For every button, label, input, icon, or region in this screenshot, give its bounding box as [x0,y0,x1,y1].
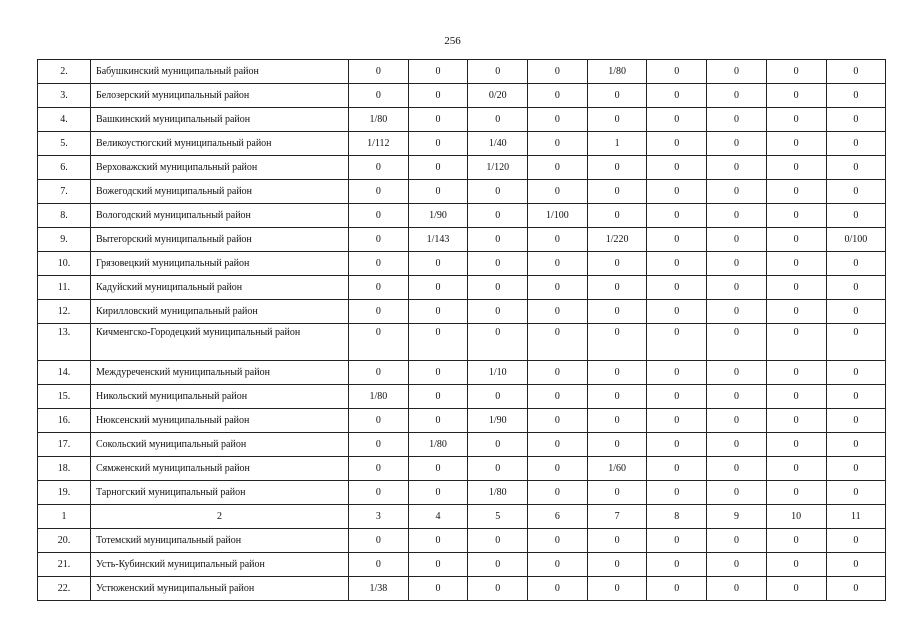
value-cell: 0 [349,228,409,252]
column-number-cell: 6 [528,505,588,529]
value-cell: 0 [408,385,468,409]
value-cell: 0 [647,433,707,457]
value-cell: 0 [349,324,409,361]
value-cell: 1 [587,132,647,156]
value-cell: 0 [408,84,468,108]
value-cell: 0 [647,361,707,385]
value-cell: 0 [707,481,767,505]
row-number-cell: 14. [38,361,91,385]
value-cell: 0 [349,553,409,577]
value-cell: 0 [587,252,647,276]
value-cell: 0 [826,457,886,481]
value-cell: 0 [528,577,588,601]
value-cell: 0 [528,300,588,324]
value-cell: 0 [826,529,886,553]
value-cell: 0 [468,577,528,601]
table-row [38,577,886,601]
row-number-cell: 7. [38,180,91,204]
district-name-cell: Сокольский муниципальный район [91,433,349,457]
value-cell: 0 [647,108,707,132]
value-cell: 0 [528,276,588,300]
value-cell: 0 [528,156,588,180]
row-number-cell: 18. [38,457,91,481]
value-cell: 0 [587,577,647,601]
value-cell: 0 [349,409,409,433]
value-cell: 0 [647,409,707,433]
value-cell: 0 [349,276,409,300]
row-number-cell: 5. [38,132,91,156]
district-name-cell: Вашкинский муниципальный район [91,108,349,132]
table-row [38,276,886,300]
column-number-cell: 5 [468,505,528,529]
value-cell: 0 [707,577,767,601]
column-number-cell: 11 [826,505,886,529]
value-cell: 0 [826,156,886,180]
value-cell: 1/38 [349,577,409,601]
value-cell: 1/40 [468,132,528,156]
value-cell: 0 [826,180,886,204]
value-cell: 0 [408,361,468,385]
column-number-cell: 2 [91,505,349,529]
row-number-cell: 4. [38,108,91,132]
district-name-cell: Усть-Кубинский муниципальный район [91,553,349,577]
column-number-cell: 8 [647,505,707,529]
value-cell: 0 [766,457,826,481]
district-name-cell: Тотемский муниципальный район [91,529,349,553]
value-cell: 0 [826,84,886,108]
row-number-cell: 15. [38,385,91,409]
value-cell: 0 [408,529,468,553]
table-row [38,409,886,433]
table-row [38,433,886,457]
value-cell: 0 [766,481,826,505]
district-name-cell: Кадуйский муниципальный район [91,276,349,300]
column-number-row [38,505,886,529]
value-cell: 0 [707,529,767,553]
table-row [38,156,886,180]
value-cell: 0 [468,60,528,84]
value-cell: 0 [826,60,886,84]
value-cell: 0 [468,228,528,252]
value-cell: 0 [587,324,647,361]
value-cell: 0 [826,132,886,156]
value-cell: 0 [349,481,409,505]
table-row [38,529,886,553]
value-cell: 0 [766,529,826,553]
value-cell: 0 [408,276,468,300]
table-row [38,481,886,505]
value-cell: 0 [468,553,528,577]
district-name-cell: Тарногский муниципальный район [91,481,349,505]
value-cell: 0 [766,300,826,324]
value-cell: 0 [766,108,826,132]
district-name-cell: Междуреченский муниципальный район [91,361,349,385]
value-cell: 0/100 [826,228,886,252]
value-cell: 0 [349,252,409,276]
value-cell: 0 [587,84,647,108]
district-name-cell: Кичменгско-Городецкий муниципальный район [91,324,349,361]
value-cell: 0 [349,204,409,228]
value-cell: 0 [349,156,409,180]
value-cell: 0 [408,132,468,156]
value-cell: 0 [349,433,409,457]
value-cell: 0 [468,300,528,324]
value-cell: 0 [766,409,826,433]
row-number-cell: 19. [38,481,91,505]
value-cell: 0 [707,84,767,108]
district-name-cell: Белозерский муниципальный район [91,84,349,108]
column-number-cell: 4 [408,505,468,529]
value-cell: 0 [707,228,767,252]
value-cell: 0 [528,108,588,132]
value-cell: 0 [528,457,588,481]
value-cell: 0 [826,204,886,228]
district-table [37,59,886,601]
value-cell: 1/80 [349,108,409,132]
value-cell: 0 [766,361,826,385]
table-row [38,108,886,132]
value-cell: 0 [408,252,468,276]
value-cell: 0 [647,180,707,204]
value-cell: 0 [707,156,767,180]
value-cell: 0 [408,108,468,132]
value-cell: 0 [826,300,886,324]
value-cell: 0 [826,361,886,385]
value-cell: 0 [587,108,647,132]
value-cell: 0 [647,529,707,553]
value-cell: 0 [826,276,886,300]
value-cell: 0 [408,324,468,361]
value-cell: 1/90 [408,204,468,228]
column-number-cell: 7 [587,505,647,529]
value-cell: 0 [707,132,767,156]
row-number-cell: 3. [38,84,91,108]
value-cell: 0 [349,457,409,481]
value-cell: 0 [528,481,588,505]
district-name-cell: Никольский муниципальный район [91,385,349,409]
value-cell: 0 [707,324,767,361]
value-cell: 0 [408,60,468,84]
value-cell: 0 [826,481,886,505]
value-cell: 0 [587,180,647,204]
value-cell: 1/120 [468,156,528,180]
value-cell: 1/112 [349,132,409,156]
value-cell: 0 [647,228,707,252]
table-row [38,60,886,84]
value-cell: 0 [587,481,647,505]
column-number-cell: 1 [38,505,91,529]
table-row [38,132,886,156]
table-row [38,204,886,228]
value-cell: 1/100 [528,204,588,228]
value-cell: 0 [826,108,886,132]
value-cell: 0 [766,228,826,252]
table-row [38,180,886,204]
value-cell: 0 [468,324,528,361]
value-cell: 0 [647,204,707,228]
district-name-cell: Грязовецкий муниципальный район [91,252,349,276]
value-cell: 0 [468,108,528,132]
value-cell: 0 [766,385,826,409]
value-cell: 0 [528,385,588,409]
value-cell: 0 [587,300,647,324]
table-row [38,457,886,481]
value-cell: 0 [408,300,468,324]
value-cell: 0 [647,156,707,180]
value-cell: 0 [468,385,528,409]
value-cell: 0 [408,409,468,433]
value-cell: 0 [587,529,647,553]
value-cell: 0 [766,156,826,180]
column-number-cell: 10 [766,505,826,529]
district-name-cell: Верховажский муниципальный район [91,156,349,180]
column-number-cell: 3 [349,505,409,529]
value-cell: 0 [707,385,767,409]
value-cell: 0 [707,457,767,481]
value-cell: 0 [468,180,528,204]
value-cell: 0 [408,553,468,577]
value-cell: 0 [766,204,826,228]
value-cell: 0 [647,324,707,361]
value-cell: 0 [349,300,409,324]
district-name-cell: Бабушкинский муниципальный район [91,60,349,84]
table-row [38,300,886,324]
value-cell: 0 [408,180,468,204]
row-number-cell: 12. [38,300,91,324]
value-cell: 0 [766,60,826,84]
value-cell: 0 [408,156,468,180]
value-cell: 0 [826,577,886,601]
value-cell: 0 [707,204,767,228]
value-cell: 0 [707,60,767,84]
value-cell: 0/20 [468,84,528,108]
row-number-cell: 8. [38,204,91,228]
value-cell: 0 [587,204,647,228]
district-name-cell: Вологодский муниципальный район [91,204,349,228]
value-cell: 0 [826,252,886,276]
value-cell: 0 [528,361,588,385]
row-number-cell: 16. [38,409,91,433]
value-cell: 0 [826,324,886,361]
district-name-cell: Вожегодский муниципальный район [91,180,349,204]
row-number-cell: 6. [38,156,91,180]
value-cell: 0 [826,385,886,409]
district-name-cell: Кирилловский муниципальный район [91,300,349,324]
value-cell: 0 [647,300,707,324]
value-cell: 0 [528,433,588,457]
value-cell: 0 [528,60,588,84]
value-cell: 0 [826,433,886,457]
value-cell: 0 [528,84,588,108]
column-number-cell: 9 [707,505,767,529]
value-cell: 0 [766,577,826,601]
value-cell: 0 [587,385,647,409]
table-row [38,228,886,252]
value-cell: 0 [587,553,647,577]
value-cell: 0 [766,553,826,577]
value-cell: 0 [766,276,826,300]
value-cell: 0 [647,252,707,276]
value-cell: 0 [707,276,767,300]
row-number-cell: 22. [38,577,91,601]
table-row [38,324,886,361]
value-cell: 0 [349,529,409,553]
value-cell: 0 [647,84,707,108]
value-cell: 0 [647,132,707,156]
table-row [38,553,886,577]
district-name-cell: Сямженский муниципальный район [91,457,349,481]
value-cell: 0 [707,361,767,385]
district-name-cell: Нюксенский муниципальный район [91,409,349,433]
value-cell: 0 [766,84,826,108]
table-row [38,361,886,385]
value-cell: 0 [707,252,767,276]
value-cell: 0 [766,132,826,156]
value-cell: 0 [647,457,707,481]
value-cell: 0 [647,481,707,505]
value-cell: 0 [408,481,468,505]
value-cell: 0 [587,409,647,433]
value-cell: 0 [528,324,588,361]
value-cell: 0 [587,361,647,385]
value-cell: 0 [528,252,588,276]
value-cell: 1/80 [408,433,468,457]
district-name-cell: Великоустюгский муниципальный район [91,132,349,156]
value-cell: 0 [707,433,767,457]
value-cell: 1/60 [587,457,647,481]
value-cell: 0 [587,156,647,180]
value-cell: 0 [468,276,528,300]
value-cell: 0 [707,108,767,132]
value-cell: 1/10 [468,361,528,385]
value-cell: 1/143 [408,228,468,252]
row-number-cell: 2. [38,60,91,84]
value-cell: 0 [647,385,707,409]
value-cell: 0 [349,180,409,204]
value-cell: 0 [766,433,826,457]
value-cell: 1/80 [349,385,409,409]
row-number-cell: 9. [38,228,91,252]
value-cell: 0 [826,409,886,433]
value-cell: 0 [587,433,647,457]
value-cell: 0 [528,132,588,156]
table-row [38,252,886,276]
value-cell: 0 [647,577,707,601]
value-cell: 0 [349,361,409,385]
value-cell: 0 [528,529,588,553]
value-cell: 1/80 [468,481,528,505]
row-number-cell: 20. [38,529,91,553]
value-cell: 0 [766,180,826,204]
value-cell: 1/80 [587,60,647,84]
value-cell: 0 [468,204,528,228]
value-cell: 0 [408,457,468,481]
value-cell: 0 [707,300,767,324]
value-cell: 0 [766,252,826,276]
value-cell: 0 [528,228,588,252]
value-cell: 1/220 [587,228,647,252]
value-cell: 0 [707,180,767,204]
value-cell: 0 [528,180,588,204]
value-cell: 0 [647,276,707,300]
row-number-cell: 10. [38,252,91,276]
value-cell: 0 [468,252,528,276]
value-cell: 0 [528,409,588,433]
value-cell: 0 [468,457,528,481]
value-cell: 0 [826,553,886,577]
page-number: 256 [444,35,461,47]
value-cell: 0 [647,60,707,84]
value-cell: 0 [587,276,647,300]
value-cell: 0 [647,553,707,577]
row-number-cell: 13. [38,324,91,361]
district-name-cell: Вытегорский муниципальный район [91,228,349,252]
value-cell: 0 [766,324,826,361]
value-cell: 0 [707,553,767,577]
value-cell: 0 [528,553,588,577]
value-cell: 0 [468,529,528,553]
row-number-cell: 17. [38,433,91,457]
row-number-cell: 11. [38,276,91,300]
value-cell: 0 [468,433,528,457]
value-cell: 1/90 [468,409,528,433]
value-cell: 0 [349,60,409,84]
value-cell: 0 [349,84,409,108]
district-name-cell: Устюженский муниципальный район [91,577,349,601]
value-cell: 0 [408,577,468,601]
table-row [38,84,886,108]
value-cell: 0 [707,409,767,433]
table-row [38,385,886,409]
row-number-cell: 21. [38,553,91,577]
